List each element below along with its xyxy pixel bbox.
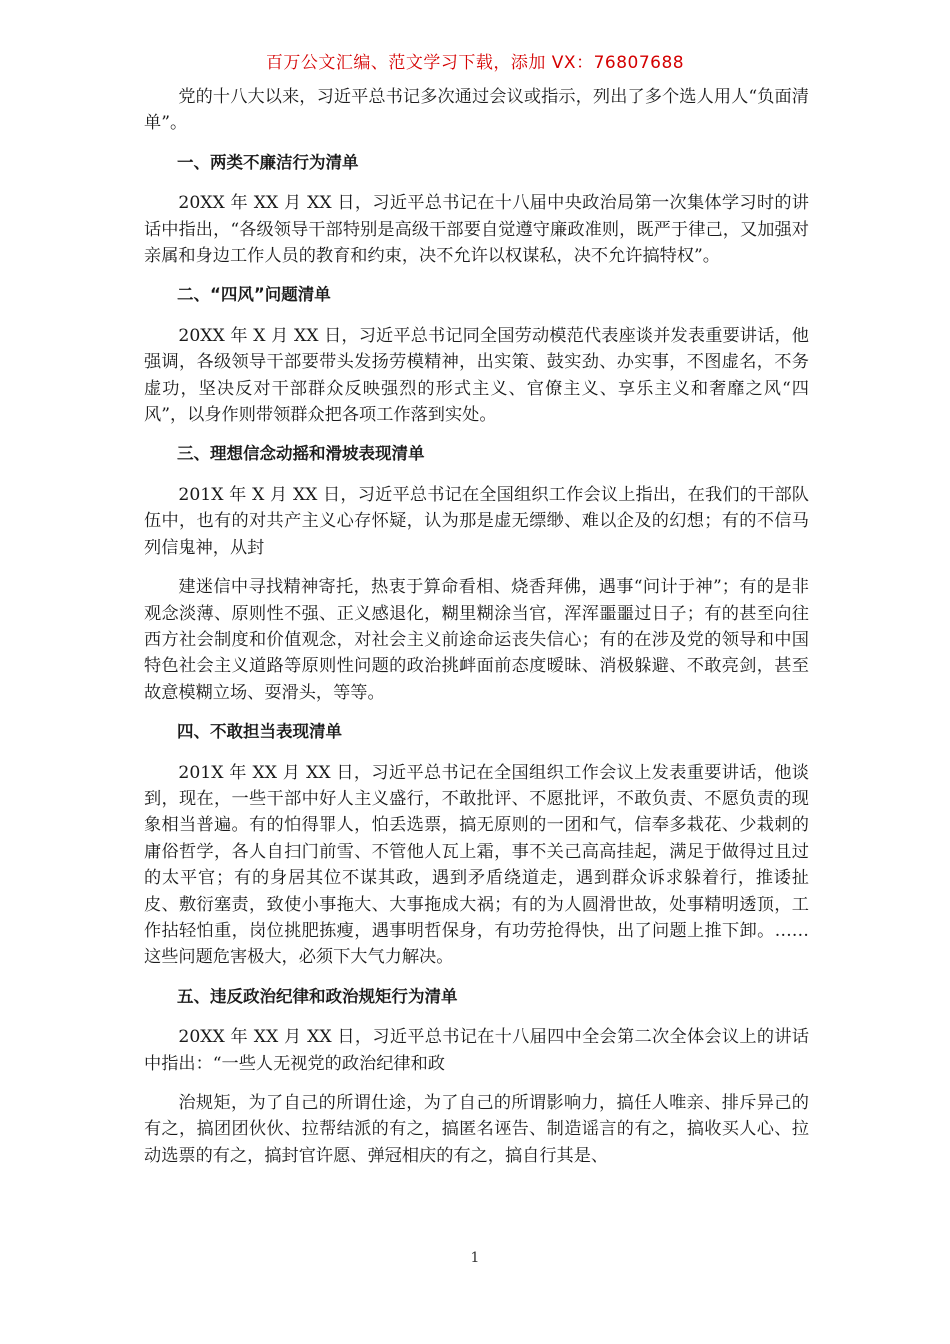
section-5-paragraph-2: 治规矩，为了自己的所谓仕途，为了自己的所谓影响力，搞任人唯亲、排斥异己的有之，搞团团伙伙、拉帮结派的有之，搞匿名诬告、制造谣言的有之，搞收买人心、拉动选票的有之，搞封官许愿、弹冠相庆的有之，搞自行其是、 <box>144 1093 809 1166</box>
section-3-paragraph-2: 建迷信中寻找精神寄托，热衷于算命看相、烧香拜佛，遇事“问计于神”；有的是非观念淡薄、原则性不强、正义感退化，糊里糊涂当官，浑浑噩噩过日子；有的甚至向往西方社会制度和价值观念，对社会主义前途命运丧失信心；有的在涉及党的领导和中国特色社会主义道路等原则性问题的政治挑衅面前态度暧昧、消极躲避、不敢亮剑，甚至故意模糊立场、耍滑头，等等。 <box>144 577 809 703</box>
section-1-heading: 一、两类不廉洁行为清单 <box>177 152 359 172</box>
page-number: 1 <box>470 1250 480 1266</box>
section-4-paragraph-1: 201X 年 XX 月 XX 日，习近平总书记在全国组织工作会议上发表重要讲话，他谈到，现在，一些干部中好人主义盛行，不敢批评、不愿批评，不敢负责、不愿负责的现象相当普遍。有的怕得罪人，怕丢选票，搞无原则的一团和气，信奉多栽花、少栽刺的庸俗哲学，各人自扫门前雪、不管他人瓦上霜，事不关己高高挂起，满足于做得过且过的太平官；有的身居其位不谋其政，遇到矛盾绕道走，遇到群众诉求躲着行，推诿扯皮、敷衍塞责，致使小事拖大、大事拖成大祸；有的为人圆滑世故，处事精明透顶，工作拈轻怕重，岗位挑肥拣瘦，遇事明哲保身，有功劳抢得快，出了问题上推下卸。……这些问题危害极大，必须下大气力解决。 <box>144 762 809 968</box>
section-1-paragraph-1: 20XX 年 XX 月 XX 日，习近平总书记在十八届中央政治局第一次集体学习时的讲话中指出，“各级领导干部特别是高级干部要自觉遵守廉政准则，既严于律己，又加强对亲属和身边工作人员的教育和约束，决不允许以权谋私，决不允许搞特权”。 <box>144 193 809 267</box>
section-5-paragraph-1: 20XX 年 XX 月 XX 日，习近平总书记在十八届四中全会第二次全体会议上的讲话中指出：“一些人无视党的政治纪律和政 <box>144 1027 809 1074</box>
section-3-paragraph-1: 201X 年 X 月 XX 日，习近平总书记在全国组织工作会议上指出，在我们的干部队伍中，也有的对共产主义心存怀疑，认为那是虚无缥缈、难以企及的幻想；有的不信马列信鬼神，从封 <box>144 484 809 558</box>
section-2-heading: 二、“四风”问题清单 <box>177 285 331 305</box>
section-5-heading: 五、违反政治纪律和政治规矩行为清单 <box>177 986 458 1006</box>
document-body <box>144 84 809 1182</box>
section-2-paragraph-1: 20XX 年 X 月 XX 日，习近平总书记同全国劳动模范代表座谈并发表重要讲话，他强调，各级领导干部要带头发扬劳模精神，出实策、鼓实劲、办实事，不图虚名，不务虚功，坚决反对干部群众反映强烈的形式主义、官僚主义、享乐主义和奢靡之风“四风”，以身作则带领群众把各项工作落到实处。 <box>144 325 809 426</box>
section-4-heading: 四、不敢担当表现清单 <box>177 722 342 742</box>
intro-paragraph: 党的十八大以来，习近平总书记多次通过会议或指示，列出了多个选人用人“负面清单”。 <box>144 87 809 134</box>
section-3-heading: 三、理想信念动摇和滑坡表现清单 <box>177 444 425 464</box>
download-banner: 百万公文汇编、范文学习下载，添加 VX：76807688 <box>265 53 685 73</box>
